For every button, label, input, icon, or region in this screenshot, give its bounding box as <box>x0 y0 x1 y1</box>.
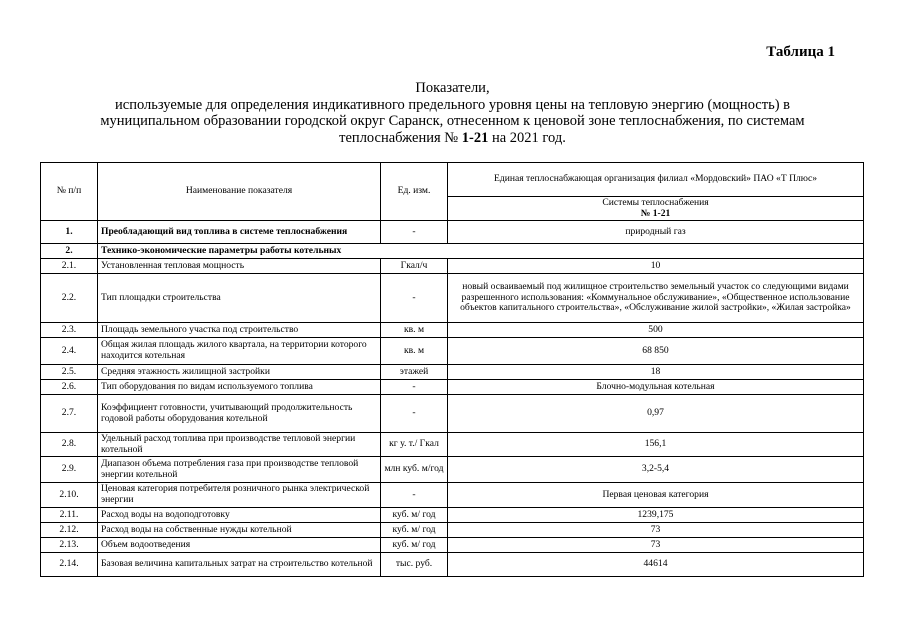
row-value: Блочно-модульная котельная <box>448 380 864 395</box>
row-name: Удельный расход топлива при производстве тепловой энергии котельной <box>98 433 381 457</box>
row-value: 73 <box>448 523 864 538</box>
document-title <box>0 80 905 146</box>
row-unit: Гкал/ч <box>381 259 448 274</box>
row-unit: - <box>381 221 448 244</box>
row-value: 1239,175 <box>448 508 864 523</box>
row-name: Диапазон объема потребления газа при производстве тепловой энергии котельной <box>98 457 381 483</box>
row-value: 73 <box>448 538 864 553</box>
row-num: 2.1. <box>41 259 98 274</box>
row-value: 3,2-5,4 <box>448 457 864 483</box>
row-num: 2.9. <box>41 457 98 483</box>
row-name: Расход воды на водоподготовку <box>98 508 381 523</box>
row-name: Тип площадки строительства <box>98 274 381 323</box>
row-name: Объем водоотведения <box>98 538 381 553</box>
row-unit: кв. м <box>381 338 448 365</box>
section-title: Технико-экономические параметры работы котельных <box>98 244 864 259</box>
row-name: Коэффициент готовности, учитывающий продолжительность годовой работы оборудования котельной <box>98 395 381 433</box>
table-row <box>41 433 864 457</box>
title-line-2: используемые для определения индикативного предельного уровня цены на тепловую энергию (мощность) в <box>115 96 790 113</box>
row-num: 2.14. <box>41 553 98 577</box>
row-unit: - <box>381 395 448 433</box>
row-name: Средняя этажность жилищной застройки <box>98 365 381 380</box>
header-systems-range: № 1-21 <box>640 207 671 219</box>
row-num: 2.7. <box>41 395 98 433</box>
row-num: 2.12. <box>41 523 98 538</box>
row-unit: куб. м/ год <box>381 523 448 538</box>
table-row <box>41 365 864 380</box>
table-row <box>41 523 864 538</box>
row-num: 2.10. <box>41 483 98 508</box>
header-organization: Единая теплоснабжающая организация филиал «Мордовский» ПАО «Т Плюс» <box>448 163 864 197</box>
table-row <box>41 380 864 395</box>
row-num: 1. <box>41 221 98 244</box>
table-row <box>41 259 864 274</box>
row-unit: кг у. т./ Гкал <box>381 433 448 457</box>
table-row <box>41 221 864 244</box>
header-num: № п/п <box>41 163 98 221</box>
table-row <box>41 538 864 553</box>
row-name: Площадь земельного участка под строительство <box>98 323 381 338</box>
row-unit: - <box>381 483 448 508</box>
row-unit: кв. м <box>381 323 448 338</box>
title-systems-range: 1-21 <box>461 129 489 146</box>
row-value: 44614 <box>448 553 864 577</box>
row-unit: - <box>381 274 448 323</box>
row-num: 2. <box>41 244 98 259</box>
row-value: 68 850 <box>448 338 864 365</box>
title-line-3: муниципальном образовании городской округ Саранск, отнесенном к ценовой зоне теплоснабжения, по системам <box>100 113 805 129</box>
row-num: 2.3. <box>41 323 98 338</box>
table-row <box>41 323 864 338</box>
row-name: Тип оборудования по видам используемого топлива <box>98 380 381 395</box>
row-value: 0,97 <box>448 395 864 433</box>
row-unit: млн куб. м/год <box>381 457 448 483</box>
row-num: 2.4. <box>41 338 98 365</box>
header-systems-label: Системы теплоснабжения <box>602 196 709 208</box>
row-num: 2.8. <box>41 433 98 457</box>
table-row <box>41 553 864 577</box>
header-unit: Ед. изм. <box>381 163 448 221</box>
row-name: Установленная тепловая мощность <box>98 259 381 274</box>
table-row <box>41 483 864 508</box>
table-number-label: Таблица 1 <box>766 44 835 60</box>
table-row <box>41 508 864 523</box>
row-num: 2.6. <box>41 380 98 395</box>
header-name: Наименование показателя <box>98 163 381 221</box>
title-line-4-prefix: теплоснабжения № <box>339 129 462 146</box>
table-row <box>41 274 864 323</box>
row-name: Расход воды на собственные нужды котельной <box>98 523 381 538</box>
row-name: Преобладающий вид топлива в системе теплоснабжения <box>98 221 381 244</box>
row-unit: тыс. руб. <box>381 553 448 577</box>
row-name: Общая жилая площадь жилого квартала, на территории которого находится котельная <box>98 338 381 365</box>
row-name: Базовая величина капитальных затрат на строительство котельной <box>98 553 381 577</box>
row-num: 2.5. <box>41 365 98 380</box>
header-systems <box>448 197 864 221</box>
row-unit: - <box>381 380 448 395</box>
row-value: 156,1 <box>448 433 864 457</box>
row-unit: куб. м/ год <box>381 508 448 523</box>
row-value: 500 <box>448 323 864 338</box>
indicators-table <box>40 162 864 577</box>
header-row-1 <box>41 163 864 197</box>
title-line-1: Показатели, <box>415 80 490 96</box>
row-value: Первая ценовая категория <box>448 483 864 508</box>
title-line-4 <box>0 130 905 147</box>
row-num: 2.2. <box>41 274 98 323</box>
table-row <box>41 395 864 433</box>
row-value: новый осваиваемый под жилищное строительство земельный участок со следующими видами разрешенного использования: «Коммунальное обслуживание», «Общественное использование объектов капитального строительства», «Обслуживание жилой застройки», «Жилая застройка» <box>448 274 864 323</box>
row-num: 2.13. <box>41 538 98 553</box>
row-value: природный газ <box>448 221 864 244</box>
title-line-4-suffix: на 2021 год. <box>488 129 566 146</box>
row-num: 2.11. <box>41 508 98 523</box>
row-unit: куб. м/ год <box>381 538 448 553</box>
table-row-section <box>41 244 864 259</box>
row-name: Ценовая категория потребителя розничного рынка электрической энергии <box>98 483 381 508</box>
row-value: 10 <box>448 259 864 274</box>
row-value: 18 <box>448 365 864 380</box>
row-unit: этажей <box>381 365 448 380</box>
table-row <box>41 338 864 365</box>
table-row <box>41 457 864 483</box>
